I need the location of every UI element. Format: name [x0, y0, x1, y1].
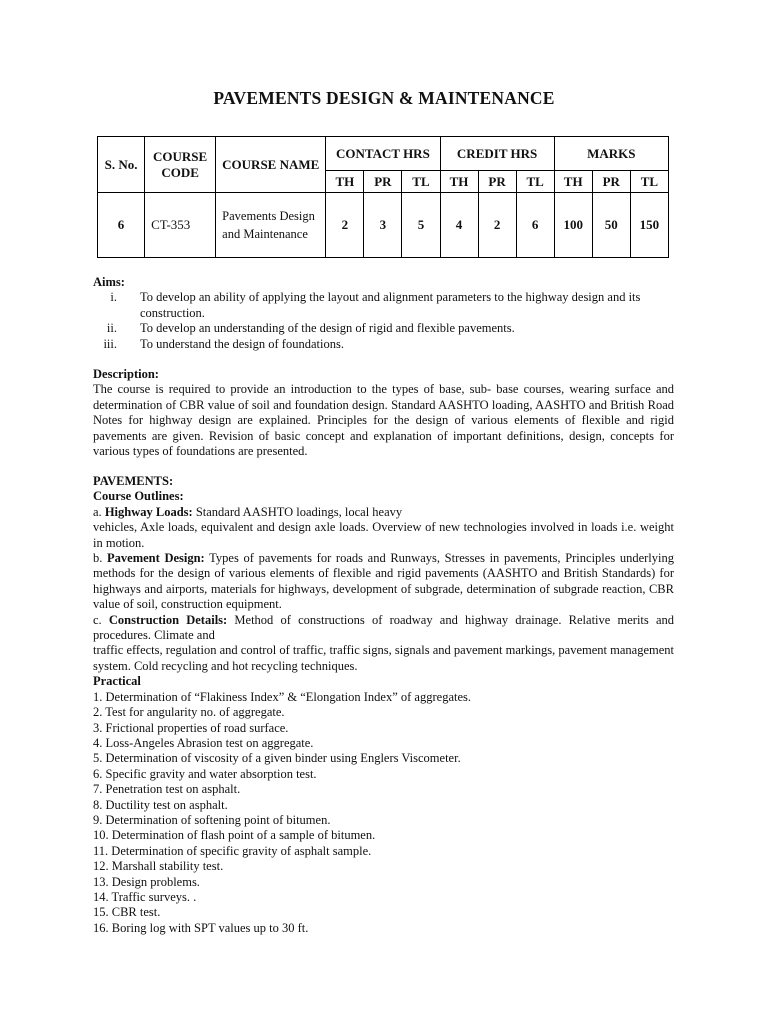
cell-contact-tl: 5	[402, 193, 440, 258]
list-item: 7. Penetration test on asphalt.	[93, 782, 241, 797]
cell-marks-th: 100	[554, 193, 592, 258]
list-item: 12. Marshall stability test.	[93, 859, 224, 874]
header-course-name: COURSE NAME	[216, 137, 326, 193]
header-credit-pr: PR	[478, 171, 516, 193]
list-item: 3. Frictional properties of road surface.	[93, 720, 289, 735]
cell-credit-tl: 6	[516, 193, 554, 258]
list-item: 2. Test for angularity no. of aggregate.	[93, 705, 285, 720]
aim-number: i.	[110, 290, 117, 305]
header-marks: MARKS	[554, 137, 668, 171]
header-marks-tl: TL	[630, 171, 668, 193]
list-item: 6. Specific gravity and water absorption test.	[93, 766, 317, 781]
description-section	[93, 367, 674, 459]
outline-c-continued: traffic effects, regulation and control of traffic, traffic signs, signals and pavement markings, pavement management system. Cold recycling and hot recycling techniques.	[93, 643, 674, 673]
cell-course-name: Pavements Design and Maintenance	[216, 193, 326, 258]
list-item: 8. Ductility test on asphalt.	[93, 797, 228, 812]
header-contact-hrs: CONTACT HRS	[326, 137, 440, 171]
list-item: 11. Determination of specific gravity of asphalt sample.	[93, 843, 372, 858]
header-contact-pr: PR	[364, 171, 402, 193]
pavements-section	[93, 474, 674, 936]
cell-credit-th: 4	[440, 193, 478, 258]
list-item: 9. Determination of softening point of bitumen.	[93, 812, 331, 827]
list-item: 16. Boring log with SPT values up to 30 ft.	[93, 920, 309, 935]
list-item: 14. Traffic surveys. .	[93, 889, 197, 904]
outline-b	[93, 551, 674, 613]
course-table	[97, 136, 669, 258]
aim-text: To develop an ability of applying the layout and alignment parameters to the highway design and its construction.	[140, 290, 641, 320]
practical-heading: Practical	[93, 674, 141, 689]
cell-marks-pr: 50	[592, 193, 630, 258]
header-credit-hrs: CREDIT HRS	[440, 137, 554, 171]
cell-contact-pr: 3	[364, 193, 402, 258]
outline-b-prefix: b.	[93, 551, 103, 566]
header-credit-th: TH	[440, 171, 478, 193]
list-item: 15. CBR test.	[93, 905, 161, 920]
pavements-heading: PAVEMENTS:	[93, 474, 174, 488]
description-text: The course is required to provide an introduction to the types of base, sub- base courses, wearing surface and determination of CBR value of soil and foundation design. Standard AASHTO loading, AASHTO and British Road Notes for highway design are explained. Principles for the design of various elements of flexible and rigid pavements are given. Revision of basic concept and explanation of important definitions, design, concepts for various types of foundations are presented.	[93, 382, 674, 459]
outline-c-text: Method of constructions of roadway and highway drainage. Relative merits and procedures. Climate and	[93, 612, 674, 643]
cell-sno: 6	[98, 193, 145, 258]
outline-b-text: Types of pavements for roads and Runways, Stresses in pavements, Principles underlying methods for the design of various elements of flexible and rigid pavements (AASHTO and British Standards) for highways and airports, materials for highways, development of subgrade, determination of subgrade reaction, CBR value of soil, construction equipment.	[93, 551, 675, 612]
list-item: 4. Loss-Angeles Abrasion test on aggregate.	[93, 735, 314, 750]
course-outlines-heading: Course Outlines:	[93, 489, 184, 504]
header-marks-pr: PR	[592, 171, 630, 193]
aims-section	[93, 275, 674, 352]
cell-marks-tl: 150	[630, 193, 668, 258]
outline-a-continued: vehicles, Axle loads, equivalent and design axle loads. Overview of new technologies involved in loads i.e. weight in motion.	[93, 520, 674, 550]
aim-text: To develop an understanding of the design of rigid and flexible pavements.	[140, 321, 515, 336]
header-contact-th: TH	[326, 171, 364, 193]
table-row	[98, 193, 669, 258]
cell-credit-pr: 2	[478, 193, 516, 258]
outline-a	[93, 505, 674, 520]
header-credit-tl: TL	[516, 171, 554, 193]
aim-number: iii.	[103, 336, 117, 351]
list-item: 10. Determination of flash point of a sample of bitumen.	[93, 828, 376, 843]
outline-c-title: Construction Details:	[108, 612, 228, 627]
outline-c	[93, 613, 674, 644]
aim-number: ii.	[106, 321, 117, 336]
list-item: 13. Design problems.	[93, 874, 200, 889]
description-heading: Description:	[93, 367, 159, 381]
header-sno: S. No.	[98, 137, 145, 193]
outline-a-title: Highway Loads:	[104, 504, 193, 519]
cell-course-code: CT-353	[145, 193, 216, 258]
header-marks-th: TH	[554, 171, 592, 193]
aims-heading: Aims:	[93, 275, 125, 289]
cell-contact-th: 2	[326, 193, 364, 258]
header-contact-tl: TL	[402, 171, 440, 193]
outline-b-title: Pavement Design:	[107, 551, 205, 566]
outline-a-prefix: a.	[93, 504, 102, 519]
aim-item	[93, 290, 674, 321]
aim-item	[93, 337, 674, 352]
list-item: 5. Determination of viscosity of a given binder using Englers Viscometer.	[93, 751, 461, 766]
practical-list	[93, 690, 674, 937]
list-item: 1. Determination of “Flakiness Index” & “Elongation Index” of aggregates.	[93, 689, 472, 704]
outline-a-text: Standard AASHTO loadings, local heavy	[195, 504, 403, 519]
aim-text: To understand the design of foundations.	[140, 336, 344, 351]
aim-item	[93, 321, 674, 336]
outline-c-prefix: c.	[93, 612, 102, 627]
header-course-code: COURSE CODE	[145, 137, 216, 193]
page-title: PAVEMENTS DESIGN & MAINTENANCE	[213, 88, 555, 108]
